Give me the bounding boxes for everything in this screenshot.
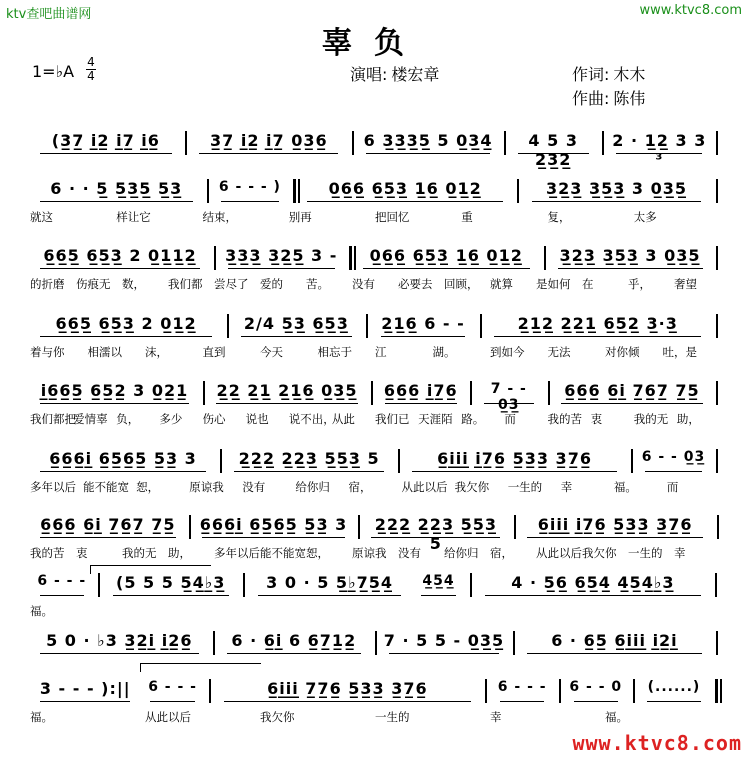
barline xyxy=(716,314,718,338)
lyric-word: 到如今 xyxy=(490,345,525,359)
beam-line xyxy=(484,403,534,404)
lyric-word: 江 xyxy=(375,345,387,359)
measure-notes: 2 · 1̲2̲ 3 3 ³ xyxy=(612,131,707,169)
beam-line xyxy=(40,701,130,702)
measure-notes: 6 3̲3̲3̲5̲ 5 0̲3̲4̲ xyxy=(363,131,493,150)
lyric-word: 数， xyxy=(122,277,145,291)
barline xyxy=(220,449,222,473)
beam-line xyxy=(202,537,344,538)
measure-notes: 6 · 6̲i̲ 6 6̲7̲1̲2̲ xyxy=(231,631,357,650)
barline xyxy=(366,314,368,338)
lyric-word: 衷 xyxy=(76,546,88,560)
lyric-word: 幸 xyxy=(674,546,686,560)
barline xyxy=(293,179,296,203)
beam-line xyxy=(199,153,338,154)
score-system xyxy=(30,246,720,272)
lyric-word: 恕， xyxy=(136,480,160,494)
measure-notes: 3̲3̲3̲ 3̲2̲5̲ 3 - xyxy=(225,246,338,265)
beam-line xyxy=(40,403,189,404)
lyric-word: 没有 xyxy=(398,546,421,560)
measure-notes: 6̲6̲5̲ 6̲5̲3̲ 2 0̲1̲2̲ xyxy=(55,314,197,333)
beam-line xyxy=(366,153,490,154)
barline xyxy=(716,631,718,655)
measure-notes: 0̲6̲6̲ 6̲5̲3̲ 1̲6̲ 0̲1̲2̲ xyxy=(369,246,523,265)
watermark-right: www.ktvc8.com xyxy=(639,3,742,18)
barline xyxy=(548,381,550,405)
beam-line xyxy=(307,201,503,202)
score-system xyxy=(30,449,720,475)
beam-line xyxy=(40,537,176,538)
beam-line xyxy=(216,403,358,404)
lyric-word: 我欠你 xyxy=(582,546,617,560)
composer-name: 陈伟 xyxy=(613,89,646,108)
lyric-word: 的折磨 xyxy=(30,277,65,291)
lyric-word: 一生的 xyxy=(375,710,410,724)
lyric-word: 原谅我 xyxy=(189,480,224,494)
singer-line xyxy=(350,62,443,85)
barline xyxy=(716,381,718,405)
measure-notes: 7 - - 0̲3̲ xyxy=(490,381,527,413)
lyric-word: 说也 xyxy=(245,412,269,426)
lyric-word: 在 xyxy=(582,277,594,291)
measure-notes: 6 · · 5̲ 5̲3̲5̲ 5̲3̲ xyxy=(50,179,183,198)
measure-notes: 6 - - 0 xyxy=(569,679,623,695)
lyric-word: 路。 xyxy=(461,412,485,426)
lyric-word: 天涯陌 xyxy=(418,412,453,426)
measure-notes: 6̲i̲i̲i̲ i̲7̲6̲ 5̲3̲3̲ 3̲7̲6̲ xyxy=(537,515,693,534)
measure-notes: 4 · 5̲6̲ 6̲5̲4̲ 4̲5̲4̲♭̲3̲ xyxy=(511,573,675,592)
measure-notes: 6̲6̲6̲ 6̲i̲ 7̲6̲7̲ 7̲5̲ xyxy=(40,515,176,534)
lyric-word: 就算 xyxy=(490,277,513,291)
barline xyxy=(375,631,377,655)
measure-notes: 6 - - - xyxy=(37,573,87,589)
time-bottom: 4 xyxy=(87,69,95,83)
barline xyxy=(470,573,472,597)
score-system xyxy=(30,131,720,169)
lyric-word: 而 xyxy=(504,412,516,426)
volta-bracket xyxy=(90,565,211,574)
score-system xyxy=(30,314,720,340)
lyric-word: 直到 xyxy=(202,345,226,359)
lyric-word: 回顾， xyxy=(444,277,479,291)
barline xyxy=(298,179,300,203)
lyric-word: 给你归 xyxy=(444,546,479,560)
song-title: 辜负 xyxy=(322,26,426,61)
barline xyxy=(544,246,546,270)
lyric-word: 样让它 xyxy=(116,210,151,224)
measure-notes: 6̲6̲6̲ i̲7̲6̲ xyxy=(383,381,458,400)
beam-line xyxy=(500,701,544,702)
barline xyxy=(633,679,635,703)
time-top: 4 xyxy=(87,55,95,69)
lyric-word: 结束， xyxy=(202,210,237,224)
lyric-word: 我的无 xyxy=(122,546,157,560)
composer-line xyxy=(572,86,649,109)
barline xyxy=(716,179,718,203)
lyric-word: 爱的 xyxy=(260,277,283,291)
score-system xyxy=(30,679,720,705)
volta-bracket xyxy=(140,663,261,672)
measure-notes: 2̲2̲2̲ 2̲2̲3̲ 5̲5̲3̲ 5 xyxy=(374,515,498,553)
measure-notes: 6̲6̲6̲i̲ 6̲5̲6̲5̲ 5̲3̲ 3 xyxy=(49,449,197,468)
lyric-word: 宿， xyxy=(490,546,513,560)
score-system xyxy=(30,573,720,599)
lyric-word: 沫， xyxy=(145,345,168,359)
lyric-word: 助， xyxy=(676,412,700,426)
barline xyxy=(227,314,229,338)
beam-line xyxy=(241,336,352,337)
measure-notes: 6 · 6̲5̲ 6̲i̲i̲i̲ i̲2̲i̲ xyxy=(551,631,678,650)
lyric-word: 福。 xyxy=(605,710,628,724)
beam-line xyxy=(381,336,466,337)
measure-notes: 3̲2̲3̲ 3̲5̲3̲ 3 0̲3̲5̲ xyxy=(559,246,701,265)
score-system xyxy=(30,631,720,657)
measure-notes: (......) xyxy=(647,679,701,695)
measure-notes: 6̲i̲i̲i̲ i̲7̲6̲ 5̲3̲3̲ 3̲7̲6̲ xyxy=(437,449,592,468)
lyric-word: 一生的 xyxy=(507,480,543,494)
measure-notes: 2̲2̲2̲ 2̲2̲3̲ 5̲5̲3̲ 5 xyxy=(238,449,380,468)
beam-line xyxy=(228,268,336,269)
lyric-word: 宿， xyxy=(348,480,372,494)
barline xyxy=(716,131,718,155)
beam-line xyxy=(385,403,457,404)
lyric-word: 今天 xyxy=(260,345,283,359)
lyric-word: 福。 xyxy=(613,480,637,494)
measure-notes: 6 - - - ) xyxy=(218,179,281,195)
measure-notes: (3̲7̲ i̲2̲ i̲7̲ i̲6̲ xyxy=(51,131,160,150)
barline xyxy=(371,381,373,405)
measure-notes: i̲6̲6̲5̲ 6̲5̲2̲ 3 0̲2̲1̲ xyxy=(40,381,189,400)
beam-line xyxy=(527,537,703,538)
measure-notes: 2̲2̲ 2̲1̲ 2̲1̲6̲ 0̲3̲5̲ xyxy=(216,381,358,400)
lyric-word: 从此以后 xyxy=(401,480,448,494)
lyric-word: 恕， xyxy=(306,546,329,560)
barline xyxy=(559,679,561,703)
measure-notes: 4 5 3 2̲3̲2̲ xyxy=(528,131,578,169)
lyric-word: 无法 xyxy=(547,345,571,359)
measure-notes: 3 - - - ):|| xyxy=(39,679,131,698)
measure-notes: 3̲2̲3̲ 3̲5̲3̲ 3 0̲3̲5̲ xyxy=(545,179,688,198)
measure-notes: 2̲1̲6̲ 6 - - xyxy=(381,314,465,333)
lyric-word: 而 xyxy=(666,480,679,494)
barline xyxy=(189,515,191,539)
measure-notes: 6̲6̲5̲ 6̲5̲3̲ 2 0̲1̲1̲2̲ xyxy=(43,246,197,265)
lyric-word: 把回忆 xyxy=(375,210,410,224)
lyric-word: 我的苦 xyxy=(30,546,65,560)
lyric-word: 着与你 xyxy=(30,345,65,359)
beam-line xyxy=(40,471,206,472)
barline xyxy=(720,679,722,703)
lyric-word: 就这 xyxy=(30,210,53,224)
lyric-word: 我们已 xyxy=(375,412,410,426)
beam-line xyxy=(227,653,361,654)
barline xyxy=(98,573,100,597)
lyric-word: 复， xyxy=(547,210,571,224)
lyric-word: 一生的 xyxy=(628,546,663,560)
barline xyxy=(715,679,718,703)
lyric-word: 幸 xyxy=(490,710,502,724)
beam-line xyxy=(363,268,531,269)
singer-label: 演唱: xyxy=(350,65,388,84)
measure-notes: 6̲6̲6̲i̲ 6̲5̲6̲5̲ 5̲3̲ 3 xyxy=(199,515,348,534)
lyric-word: 相忘于 xyxy=(317,345,352,359)
lyric-word: 衷 xyxy=(590,412,603,426)
lyricist-name: 木木 xyxy=(613,65,646,84)
barline xyxy=(504,131,506,155)
lyric-word: 我欠你 xyxy=(260,710,295,724)
barline xyxy=(207,179,209,203)
lyric-word: 相濡以 xyxy=(87,345,122,359)
lyric-word: 是如何 xyxy=(536,277,571,291)
beam-line xyxy=(224,701,471,702)
lyric-word: 给你归 xyxy=(295,480,330,494)
lyricist-line xyxy=(572,62,649,85)
lyric-word: 助， xyxy=(168,546,191,560)
beam-line xyxy=(421,595,455,596)
barline xyxy=(354,246,356,270)
barline xyxy=(513,631,515,655)
barline xyxy=(715,573,717,597)
barline xyxy=(185,131,187,155)
beam-line xyxy=(221,201,279,202)
beam-line xyxy=(527,653,702,654)
barline xyxy=(352,131,354,155)
lyric-word: 重 xyxy=(461,210,473,224)
watermark-left: ktv查吧曲谱网 xyxy=(6,7,92,22)
lyric-word: 尝尽了 xyxy=(214,277,249,291)
barline xyxy=(358,515,360,539)
beam-line xyxy=(40,201,193,202)
measure-notes: 2/4 5̲3̲ 6̲5̲3̲ xyxy=(243,314,349,333)
beam-line xyxy=(412,471,617,472)
lyric-word: 爱情辜 xyxy=(73,412,108,426)
measure-notes: 3̲7̲ i̲2̲ i̲7̲ 0̲3̲6̲ xyxy=(210,131,328,150)
beam-line xyxy=(40,153,172,154)
barline xyxy=(631,449,633,473)
footer-site: www.ktvc8.com xyxy=(572,731,742,755)
lyric-word: 奢望 xyxy=(674,277,697,291)
beam-line xyxy=(150,701,194,702)
beam-line xyxy=(616,153,702,154)
lyric-word: 没有 xyxy=(242,480,266,494)
measure-notes: 6 - - 0̲3̲ xyxy=(641,449,706,465)
beam-line xyxy=(389,653,499,654)
barline xyxy=(243,573,245,597)
lyric-word: 从此以后 xyxy=(145,710,191,724)
barline xyxy=(470,381,472,405)
beam-line xyxy=(494,336,701,337)
measure-notes: 3 0 · 5 5̲♭̲7̲5̲4̲ xyxy=(266,573,394,592)
beam-line xyxy=(485,595,701,596)
beam-line xyxy=(574,701,618,702)
measure-notes: 6 - - - xyxy=(497,679,547,695)
beam-line xyxy=(40,595,84,596)
score-system xyxy=(30,381,720,413)
beam-line xyxy=(234,471,385,472)
lyric-word: 负， xyxy=(116,412,140,426)
lyric-word: 伤痕无 xyxy=(76,277,111,291)
lyric-word: 福。 xyxy=(30,604,53,618)
lyric-word: 苦。 xyxy=(306,277,329,291)
lyric-word: 能不能宽 xyxy=(260,546,306,560)
time-signature xyxy=(86,56,96,83)
barline xyxy=(717,515,719,539)
lyric-word: 从此 xyxy=(331,412,355,426)
lyric-word: 我的无 xyxy=(633,412,669,426)
lyric-word: 我们都 xyxy=(168,277,203,291)
beam-line xyxy=(647,701,701,702)
lyric-word: 我们都把 xyxy=(30,412,76,426)
barline xyxy=(602,131,604,155)
score-system xyxy=(30,179,720,205)
beam-line xyxy=(558,268,703,269)
barline xyxy=(398,449,400,473)
composer-label: 作曲: xyxy=(572,89,610,108)
measure-notes: 7 · 5 5 - 0̲3̲5̲ xyxy=(383,631,505,650)
lyric-word: 太多 xyxy=(633,210,657,224)
lyric-word: 说不出， xyxy=(288,412,335,426)
lyric-word: 能不能宽 xyxy=(83,480,130,494)
barline xyxy=(349,246,352,270)
measure-notes: 6̲6̲6̲ 6̲i̲ 7̲6̲7̲ 7̲5̲ xyxy=(564,381,700,400)
lyric-word: 别再 xyxy=(288,210,312,224)
lyric-word: 我的苦 xyxy=(547,412,582,426)
measure-notes: 4̲5̲4̲ xyxy=(422,573,455,589)
beam-line xyxy=(371,537,500,538)
key-signature xyxy=(32,62,78,81)
lyric-word: 湖。 xyxy=(432,345,456,359)
lyric-word: 幸 xyxy=(560,480,573,494)
measure-notes: (5 5 5 5̲4̲♭̲3̲ xyxy=(116,573,226,592)
lyric-word: 多年以后 xyxy=(214,546,260,560)
barline xyxy=(213,631,215,655)
barline xyxy=(209,679,211,703)
barline xyxy=(716,449,718,473)
beam-line xyxy=(258,595,401,596)
beam-line xyxy=(40,336,212,337)
measure-notes: 0̲6̲6̲ 6̲5̲3̲ 1̲6̲ 0̲1̲2̲ xyxy=(328,179,482,198)
measure-notes: 6 - - - xyxy=(148,679,197,695)
beam-line xyxy=(561,403,703,404)
measure-notes: 2̲1̲2̲ 2̲2̲1̲ 6̲5̲2̲ 3̲·3̲ xyxy=(517,314,678,333)
lyric-word: 必要去 xyxy=(398,277,433,291)
lyric-word: 多年以后 xyxy=(30,480,76,494)
singer-name: 楼宏章 xyxy=(391,65,440,84)
lyric-word: 吐，是 xyxy=(662,345,697,359)
beam-line xyxy=(532,201,702,202)
beam-line xyxy=(40,268,200,269)
key-text: 1=♭A xyxy=(32,62,75,81)
lyric-word: 没有 xyxy=(352,277,375,291)
lyric-word: 伤心 xyxy=(202,412,226,426)
barline xyxy=(203,381,205,405)
lyric-word: 乎， xyxy=(628,277,651,291)
lyric-word: 从此以后 xyxy=(536,546,582,560)
lyric-word: 原谅我 xyxy=(352,546,387,560)
lyric-word: 对你倾 xyxy=(605,345,640,359)
barline xyxy=(716,246,718,270)
lyric-word: 我欠你 xyxy=(454,480,490,494)
beam-line xyxy=(113,595,229,596)
barline xyxy=(214,246,216,270)
beam-line xyxy=(645,471,703,472)
barline xyxy=(480,314,482,338)
lyric-word: 多少 xyxy=(159,412,183,426)
barline xyxy=(517,179,519,203)
barline xyxy=(514,515,516,539)
beam-line xyxy=(518,153,589,154)
barline xyxy=(485,679,487,703)
beam-line xyxy=(40,653,199,654)
measure-notes: 6̲i̲i̲i̲ 7̲7̲6̲ 5̲3̲3̲ 3̲7̲6̲ xyxy=(267,679,428,698)
lyricist-label: 作词: xyxy=(572,65,610,84)
lyric-word: 福。 xyxy=(30,710,53,724)
measure-notes: 5 0 · ♭3 3̲2̲i̲ i̲2̲6̲ xyxy=(46,631,193,650)
